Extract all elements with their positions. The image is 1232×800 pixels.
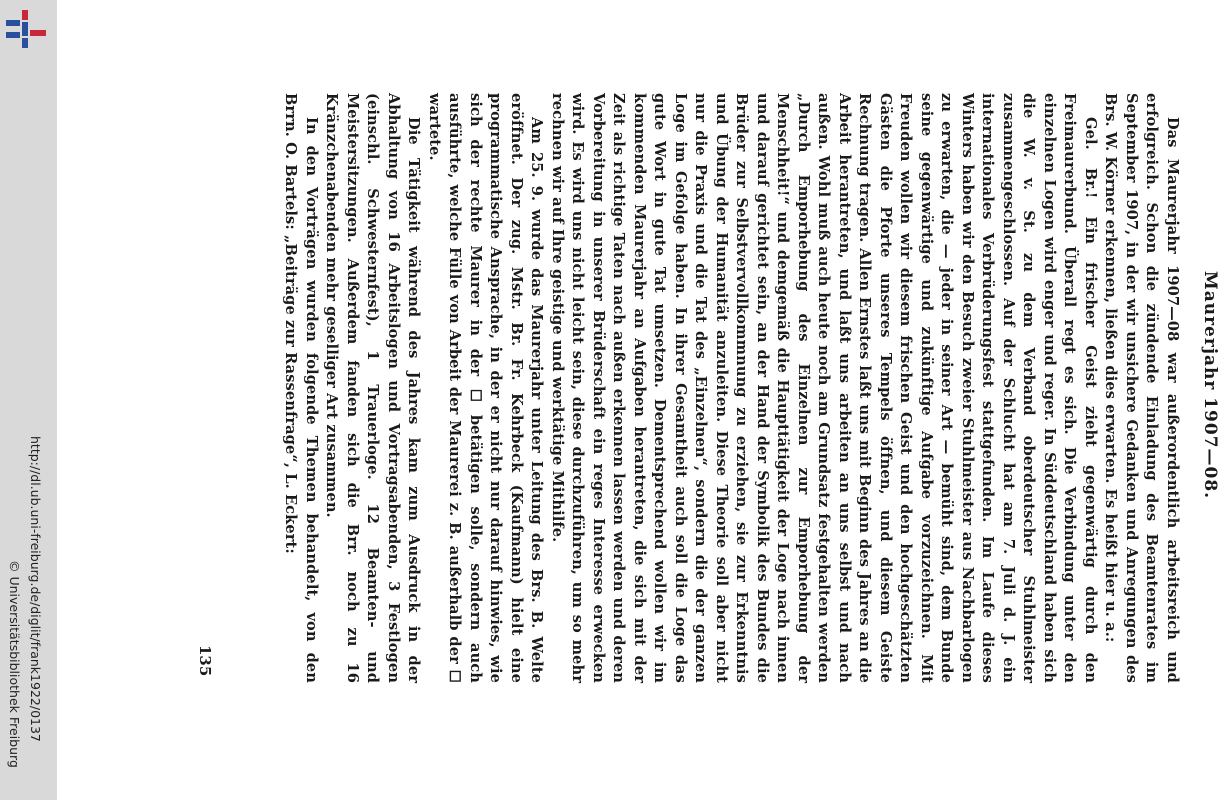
paragraph: Gel. Br.! Ein frischer Geist zieht gegenwärtig durch den Freimaurerbund. Überall regt es sich. Die Verbindung unter den einzelnen Logen wird enger und reger. In Süddeutschland haben sich die W. v. St. zu dem Verband oberdeutscher Stuhlmeister zusammengeschlossen. Auf der Schlucht hat am 7. Juli d. J. ein internationales Verbrüderungsfest stattgefunden. Im Laufe dieses Winters haben wir den Besuch zweier Stuhlmeister aus Nachbarlogen zu erwarten, die — jeder in seiner Art — bemüht sind, dem Bunde seine gegenwärtige und zukünftige Aufgabe vorzuzeichnen. Mit Freuden wollen wir diesem frischen Geist und den hochgeschätzten Gästen die Pforte unseres Tempels öffnen, und diesem Geiste Rechnung tragen. Allen Ernstes laßt uns mit Beginn des Jahres an die Arbeit herantreten, und laßt uns arbeiten an uns selbst und nach außen. Wohl muß auch heute noch am Grundsatz festgehalten werden „Durch Emporhebung des Einzelnen zur Emporhebung der Menschheit!“ und demgemäß die Haupttätigkeit der Loge nach innen und darauf gerichtet sein, an der Hand der Symbolik des Bundes die Brüder zur Selbstvervollkommnung zu erziehen, sie zur Erkenntnis und Übung der Humanität anzuleiten. Diese Theorie soll aber nicht nur die Praxis und die Tat des „Einzelnen“, sondern die der ganzen Loge im Gefolge haben. In ihrer Gesamtheit auch soll die Loge das gute Wort in gute Tat umsetzen. Dementsprechend wollen wir im kommenden Maurerjahr an Aufgaben herantreten, die sich mit der Zeit als richtige Taten nach außen erkennen lassen werden und deren Vorbereitung in unserer Brüderschaft ein reges Interesse erwecken wird. Es wird uns nicht leicht sein, diese durchzuführen, um so mehr rechnen wir auf Ihre geistige und werktätige Mithilfe.	[549, 93, 1099, 683]
paragraph: In den Vorträgen wurden folgende Themen behandelt, von den Brrn. O. Bartels: „Beiträge zur Rassenfrage“, L. Eckert:	[282, 93, 320, 683]
page-body	[280, 93, 1182, 683]
university-library-logo	[4, 8, 50, 50]
copyright-notice: © Universitätsbibliothek Freiburg	[7, 560, 22, 768]
page-number: 135	[196, 645, 214, 677]
scanned-page	[196, 85, 1232, 683]
paragraph: Am 25. 9. wurde das Maurerjahr unter Leitung des Brs. B. Welte eröffnet. Der zug. Mstr. Br. Fr. Kehrbeck (Kaufmann) hielt eine programmatische Ansprache, in der er nicht nur darauf hinwies, wie sich der rechte Maurer in der ☐ betätigen solle, sondern auch ausführte, welche Fülle von Arbeit der Maurerei z. B. außerhalb der ☐ wartete.	[426, 93, 546, 683]
page-title: Maurerjahr 1907—08.	[1200, 270, 1220, 500]
paragraph: Die Tätigkeit während des Jahres kam zum Ausdruck in der Abhaltung von 16 Arbeitslogen und Vortragsabenden, 3 Festlogen (einschl. Schwesternfest), 1 Trauerloge. 12 Beamten- und Meistersitzungen. Außerdem fanden sich die Brr. noch zu 16 Kränzchenabenden mehr geselliger Art zusammen.	[323, 93, 423, 683]
document-url[interactable]: http://dl.ub.uni-freiburg.de/diglit/frank1922/0137	[28, 436, 43, 742]
viewer-sidebar	[0, 0, 57, 800]
paragraph: Das Maurerjahr 1907—08 war außerordentlich arbeitsreich und erfolgreich. Schon die zündende Einladung des Beamtenrates im September 1907, in der wir unsichere Gedanken und Anregungen des Brs. W. Körner erkennen, ließen dies erwarten. Es heißt hier u. a.:	[1102, 93, 1181, 683]
